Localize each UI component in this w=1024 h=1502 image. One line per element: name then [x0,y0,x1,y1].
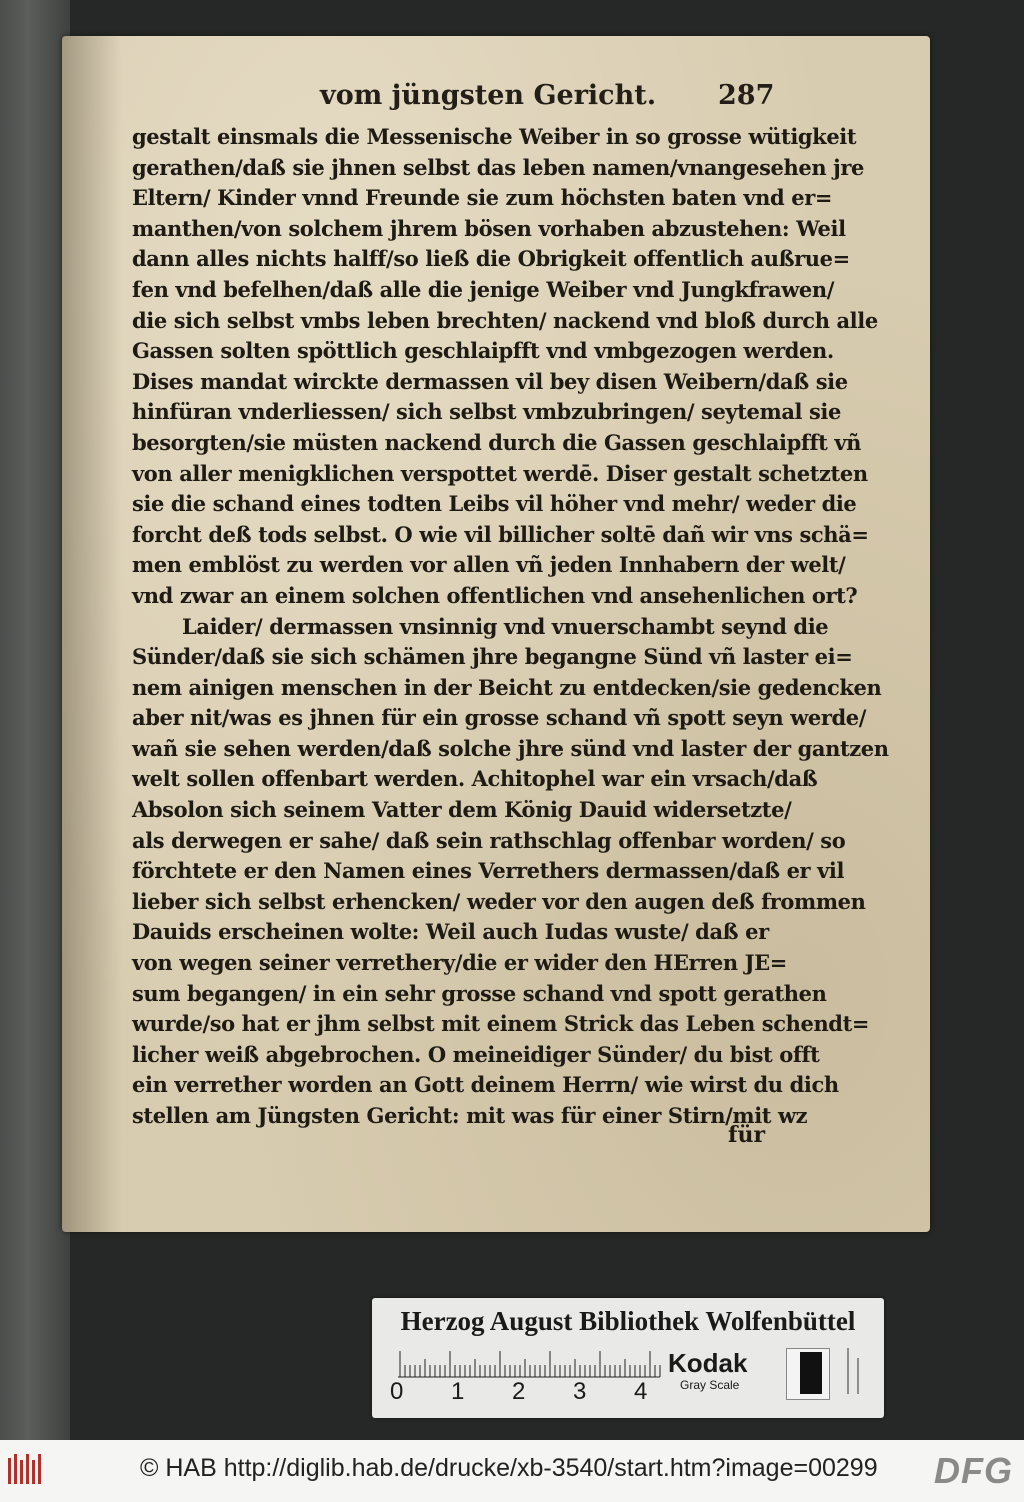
text-line: sum begangen/ in ein sehr grosse schand vnd spott gerathen [132,980,827,1006]
text-line: ein verrether worden an Gott deinem Herrn/ wie wirst du dich [132,1072,839,1098]
text-line: von aller menigklichen verspottet werdē. Diser gestalt schetzten [132,460,868,486]
text-line: Eltern/ Kinder vnnd Freunde sie zum höchsten baten vnd er= [132,185,833,211]
dfg-logo: DFG [934,1450,1013,1491]
text-line: forcht deß tods selbst. O wie vil billicher soltē dañ wir vns schä= [132,521,869,547]
text-line: hinfüran vnderliessen/ sich selbst vmbzubringen/ seytemal sie [132,399,841,425]
text-line: gerathen/daß sie jhnen selbst das leben namen/vnangesehen jre [132,154,864,180]
text-line: manthen/von solchem jhrem bösen vorhaben abzustehen: Weil [132,215,846,241]
page-text-block [132,122,889,1132]
ruler-number: 3 [573,1378,587,1405]
text-line: die sich selbst vmbs leben brechten/ nackend vnd bloß durch alle [132,307,878,333]
text-line: besorgten/sie müsten nackend durch die Gassen geschlaipfft vñ [132,429,862,455]
text-line: Gassen solten spöttlich geschlaipfft vnd vmbgezogen werden. [132,338,834,364]
text-line: fen vnd befelhen/daß alle die jenige Weiber vnd Jungkfrawen/ [132,276,834,302]
text-line: von wegen seiner verrethery/die er wider den HErren JE= [132,950,787,976]
text-line: men emblöst zu werden vor allen vñ jeden Innhabern der welt/ [132,552,846,578]
footer-bar [0,1440,1024,1502]
ruler-numbers [390,1378,680,1408]
ruler-number: 2 [512,1378,526,1405]
running-header: vom jüngsten Gericht. [320,80,657,111]
page-gutter-shadow [62,36,122,1232]
ruler-number: 1 [451,1378,465,1405]
ruler-number: 0 [390,1378,404,1405]
color-target-label [372,1298,884,1418]
text-line: lieber sich selbst erhencken/ weder vor den augen deß frommen [132,888,866,914]
text-line: vnd zwar an einem solchen offentlichen vnd ansehenlichen ort? [132,582,858,608]
ruler-end-ticks [844,1348,874,1398]
text-line: dann alles nichts halff/so ließ die Obrigkeit offentlich außrue= [132,246,850,272]
footer-copyright-link[interactable]: © HAB http://diglib.hab.de/drucke/xb-3540/start.htm?image=00299 [140,1454,878,1482]
text-line: Dauids erscheinen wolte: Weil auch Iudas wuste/ daß er [132,919,769,945]
text-line: Dises mandat wirckte dermassen vil bey disen Weibern/daß sie [132,368,848,394]
text-line: sie die schand eines todten Leibs vil höher vnd mehr/ weder die [132,491,857,517]
text-line: wañ sie sehen werden/daß solche jhre sünd vnd laster der gantzen [132,735,889,761]
page-number: 287 [718,80,775,111]
catchword: für [728,1122,766,1148]
hab-logo-icon [6,1450,46,1490]
text-line: gestalt einsmals die Messenische Weiber in so grosse wütigkeit [132,124,857,149]
text-line: Sünder/daß sie sich schämen jhre begangne Sünd vñ laster ei= [132,644,853,670]
text-line: Absolon sich seinem Vatter dem König Dauid widersetzte/ [132,797,792,823]
gray-swatch-black [800,1352,822,1394]
ruler-scale [398,1350,660,1378]
text-line: Laider/ dermassen vnsinnig vnd vnuerschambt seynd die [182,613,829,639]
text-line: nem ainigen menschen in der Beicht zu entdecken/sie gedencken [132,674,882,700]
text-line: stellen am Jüngsten Gericht: mit was für einer Stirn/mit wz [132,1103,808,1128]
text-line: förchtete er den Namen eines Verrethers dermassen/daß er vil [132,858,845,884]
text-line: welt sollen offenbart werden. Achitophel war ein vrsach/daß [132,766,818,792]
text-line: aber nit/was es jhnen für ein grosse schand vñ spott seyn werde/ [132,705,867,731]
scan-left-edge [0,0,70,1440]
text-line: als derwegen er sahe/ daß sein rathschlag offenbar worden/ so [132,827,846,853]
gray-scale-label: Gray Scale [680,1378,740,1392]
text-line: licher weiß abgebrochen. O meineidiger Sünder/ du bist offt [132,1041,820,1067]
kodak-brand: Kodak [668,1348,748,1378]
library-name: Herzog August Bibliothek Wolfenbüttel [400,1306,856,1336]
text-line: wurde/so hat er jhm selbst mit einem Strick das Leben schendt= [132,1011,870,1037]
ruler-number: 4 [634,1378,648,1405]
